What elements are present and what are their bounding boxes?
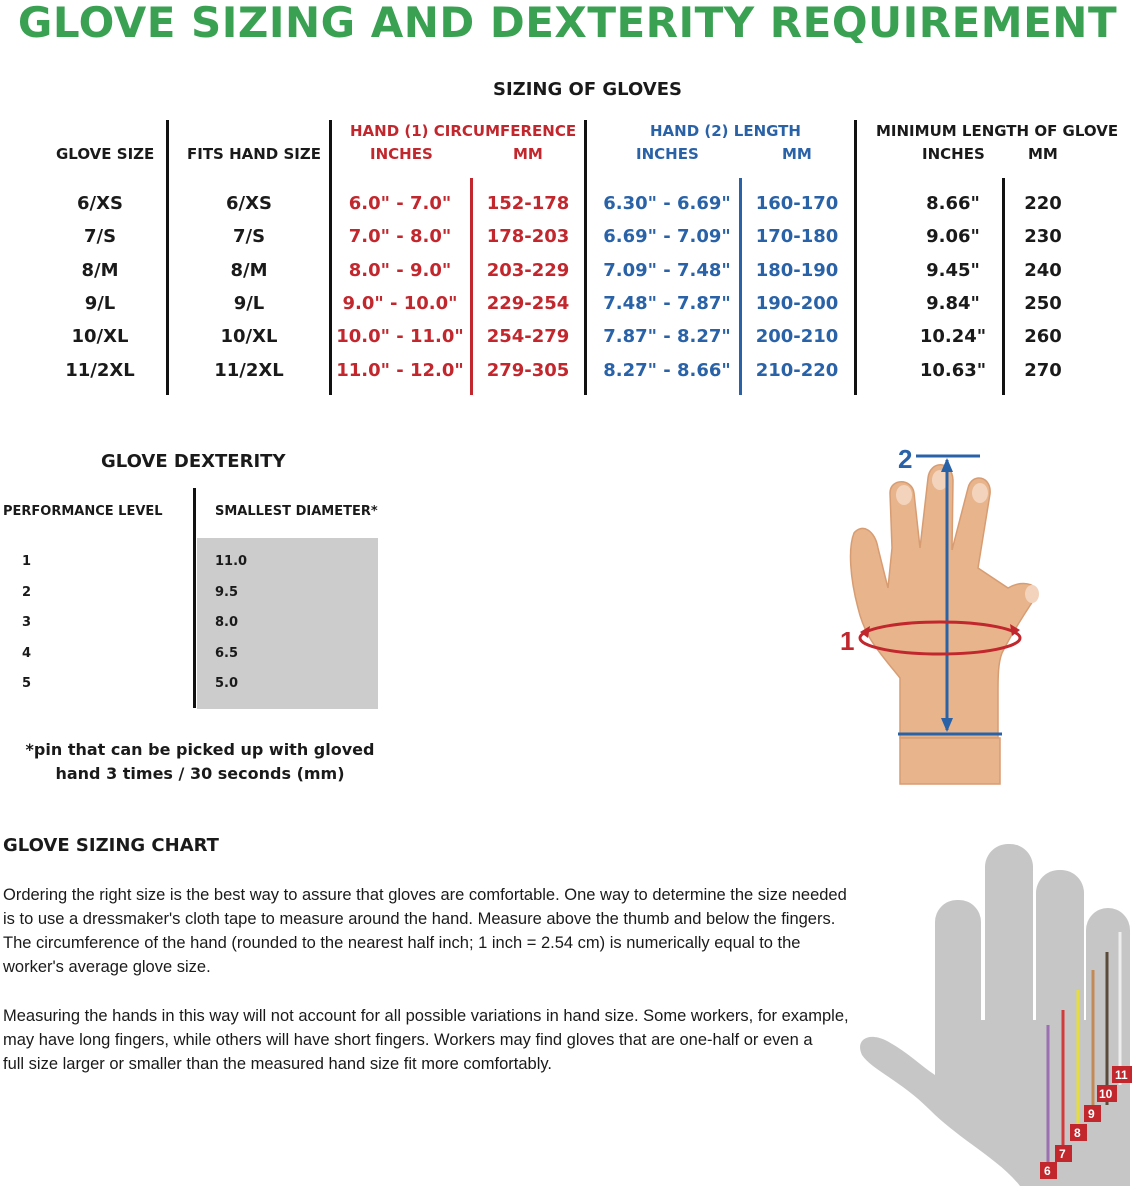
cell-glove-size: 7/S	[83, 226, 117, 248]
col-glove-size: GLOVE SIZE	[56, 145, 155, 163]
divider	[329, 120, 332, 395]
circumference-marker-label: 1	[840, 626, 855, 656]
cell-circ-inches: 6.0" - 7.0"	[348, 193, 452, 214]
cell-len-mm: 170-180	[755, 226, 839, 248]
cell-len-inches: 7.87" - 8.27"	[603, 326, 731, 348]
cell-min-inches: 9.84"	[926, 292, 980, 314]
cell-len-mm: 180-190	[755, 259, 839, 281]
cell-smallest-diameter: 11.0	[215, 554, 248, 569]
circ-inches-label: INCHES	[370, 145, 433, 163]
cell-len-mm: 200-210	[755, 326, 839, 348]
cell-fits-hand: 8/M	[230, 259, 268, 281]
cell-performance-level: 1	[22, 554, 32, 569]
cell-min-inches: 8.66"	[926, 193, 980, 214]
length-marker-label: 2	[898, 444, 913, 474]
sizing-paragraph-2	[3, 1004, 903, 1076]
cell-min-mm: 220	[1024, 193, 1062, 214]
cell-smallest-diameter: 9.5	[215, 584, 239, 600]
cell-len-inches: 7.09" - 7.48"	[603, 259, 731, 281]
divider	[193, 488, 196, 708]
cell-min-inches: 10.63"	[919, 359, 987, 381]
divider	[166, 120, 169, 395]
cell-circ-inches: 10.0" - 11.0"	[336, 326, 464, 348]
note-line: hand 3 times / 30 seconds (mm)	[55, 764, 345, 783]
cell-min-mm: 250	[1024, 292, 1062, 314]
divider	[854, 120, 857, 395]
cell-glove-size: 10/XL	[71, 326, 129, 348]
cell-smallest-diameter: 8.0	[215, 615, 239, 630]
note-line: *pin that can be picked up with gloved	[25, 740, 375, 759]
len-mm-label: MM	[782, 145, 812, 163]
hand-measure-illustration	[820, 438, 1050, 788]
cell-glove-size: 8/M	[81, 259, 119, 281]
cell-len-mm: 210-220	[755, 359, 839, 381]
cell-circ-mm: 203-229	[486, 259, 570, 281]
cell-min-mm: 260	[1024, 326, 1062, 348]
len-inches-label: INCHES	[636, 145, 699, 163]
col-performance-level: PERFORMANCE LEVEL	[3, 504, 163, 519]
dexterity-heading: GLOVE DEXTERITY	[101, 451, 286, 472]
cell-fits-hand: 11/2XL	[214, 359, 284, 381]
col-circumference: HAND (1) CIRCUMFERENCE	[350, 122, 577, 140]
cell-circ-mm: 178-203	[486, 226, 570, 248]
cell-min-inches: 10.24"	[919, 326, 987, 348]
sizing-heading: SIZING OF GLOVES	[493, 79, 682, 100]
cell-circ-mm: 279-305	[486, 359, 570, 381]
size-label-9: 9	[1088, 1107, 1095, 1121]
cell-circ-inches: 7.0" - 8.0"	[348, 226, 452, 248]
paragraph-line: is to use a dressmaker's cloth tape to measure around the hand. Measure above the thumb and below the fingers.	[3, 910, 836, 928]
cell-len-inches: 8.27" - 8.66"	[603, 359, 731, 381]
paragraph-line: Ordering the right size is the best way to assure that gloves are comfortable. One way to determine the size needed	[3, 886, 847, 904]
min-mm-label: MM	[1028, 145, 1058, 163]
cell-circ-inches: 11.0" - 12.0"	[336, 359, 464, 381]
divider	[584, 120, 587, 395]
cell-len-inches: 6.69" - 7.09"	[603, 226, 731, 248]
size-label-10: 10	[1099, 1087, 1113, 1101]
cell-min-inches: 9.45"	[926, 259, 980, 281]
paragraph-line: worker's average glove size.	[3, 958, 211, 976]
cell-len-inches: 6.30" - 6.69"	[603, 193, 731, 214]
cell-len-inches: 7.48" - 7.87"	[603, 292, 731, 314]
page-title: GLOVE SIZING AND DEXTERITY REQUIREMENT	[17, 0, 1118, 47]
cell-circ-mm: 229-254	[486, 292, 570, 314]
col-smallest-diameter: SMALLEST DIAMETER*	[215, 504, 378, 519]
col-min-length: MINIMUM LENGTH OF GLOVE	[876, 122, 1119, 140]
hand-size-scale-illustration	[850, 840, 1135, 1186]
cell-min-mm: 230	[1024, 226, 1062, 248]
cell-smallest-diameter: 6.5	[215, 645, 239, 661]
cell-glove-size: 11/2XL	[65, 359, 135, 381]
cell-circ-mm: 254-279	[486, 326, 570, 348]
cell-fits-hand: 10/XL	[220, 326, 278, 348]
cell-smallest-diameter: 5.0	[215, 676, 239, 691]
cell-min-inches: 9.06"	[926, 226, 980, 248]
cell-glove-size: 9/L	[84, 292, 116, 314]
col-fits-hand: FITS HAND SIZE	[187, 145, 321, 163]
paragraph-line: Measuring the hands in this way will not account for all possible variations in hand size. Some workers, for example,	[3, 1007, 849, 1025]
cell-glove-size: 6/XS	[77, 193, 123, 214]
dexterity-note	[20, 738, 380, 786]
size-label-11: 11	[1115, 1068, 1128, 1082]
size-label-7: 7	[1059, 1147, 1066, 1161]
sizing-chart-heading: GLOVE SIZING CHART	[3, 835, 219, 856]
circ-mm-label: MM	[513, 145, 543, 163]
cell-fits-hand: 7/S	[232, 226, 266, 248]
cell-min-mm: 240	[1024, 259, 1062, 281]
min-inches-label: INCHES	[922, 145, 985, 163]
cell-len-mm: 160-170	[755, 193, 839, 214]
size-label-8: 8	[1074, 1126, 1081, 1140]
cell-circ-inches: 8.0" - 9.0"	[348, 259, 452, 281]
cell-fits-hand: 9/L	[233, 292, 265, 314]
cell-performance-level: 4	[22, 645, 32, 661]
paragraph-line: full size larger or smaller than the measured hand size fit more comfortably.	[3, 1055, 553, 1073]
cell-performance-level: 5	[22, 676, 32, 691]
sizing-paragraph-1	[3, 883, 903, 979]
cell-circ-inches: 9.0" - 10.0"	[342, 292, 458, 314]
size-label-6: 6	[1044, 1164, 1051, 1178]
cell-circ-mm: 152-178	[486, 193, 570, 214]
cell-performance-level: 2	[22, 584, 32, 600]
paragraph-line: may have long fingers, while others will have short fingers. Workers may find gloves that are one-half or even a	[3, 1031, 813, 1049]
col-length: HAND (2) LENGTH	[650, 122, 801, 140]
cell-min-mm: 270	[1024, 359, 1062, 381]
cell-fits-hand: 6/XS	[226, 193, 272, 214]
cell-len-mm: 190-200	[755, 292, 839, 314]
cell-performance-level: 3	[22, 615, 32, 630]
paragraph-line: The circumference of the hand (rounded to the nearest half inch; 1 inch = 2.54 cm) is numerically equal to the	[3, 934, 801, 952]
